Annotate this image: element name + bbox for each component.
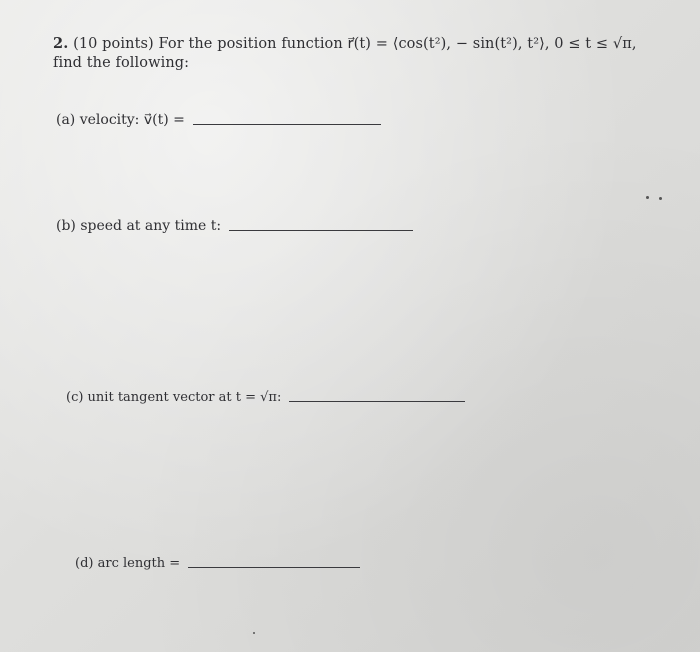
part-b-answer-line[interactable] <box>229 229 413 231</box>
question-text <box>53 34 668 73</box>
part-c-unit-tangent <box>66 390 465 405</box>
paper-speck <box>659 197 662 200</box>
part-c-label: (c) unit tangent vector at t = √π: <box>66 390 282 405</box>
part-a-answer-line[interactable] <box>193 123 381 125</box>
part-a-label: (a) velocity: v⃗(t) = <box>56 112 185 128</box>
part-d-label: (d) arc length = <box>75 556 181 571</box>
part-a-velocity <box>56 112 381 128</box>
part-b-speed <box>56 218 413 234</box>
part-d-answer-line[interactable] <box>188 566 360 568</box>
part-c-answer-line[interactable] <box>289 400 465 402</box>
question-number: 2. <box>53 35 69 52</box>
paper-speck <box>253 632 255 634</box>
paper-speck <box>646 196 649 199</box>
part-d-arc-length <box>75 556 360 571</box>
question-prompt: (10 points) For the position function r⃗(t) = ⟨cos(t²), − sin(t²), t²⟩, 0 ≤ t ≤ √π, find the following: <box>53 36 637 71</box>
part-b-label: (b) speed at any time t: <box>56 218 222 234</box>
